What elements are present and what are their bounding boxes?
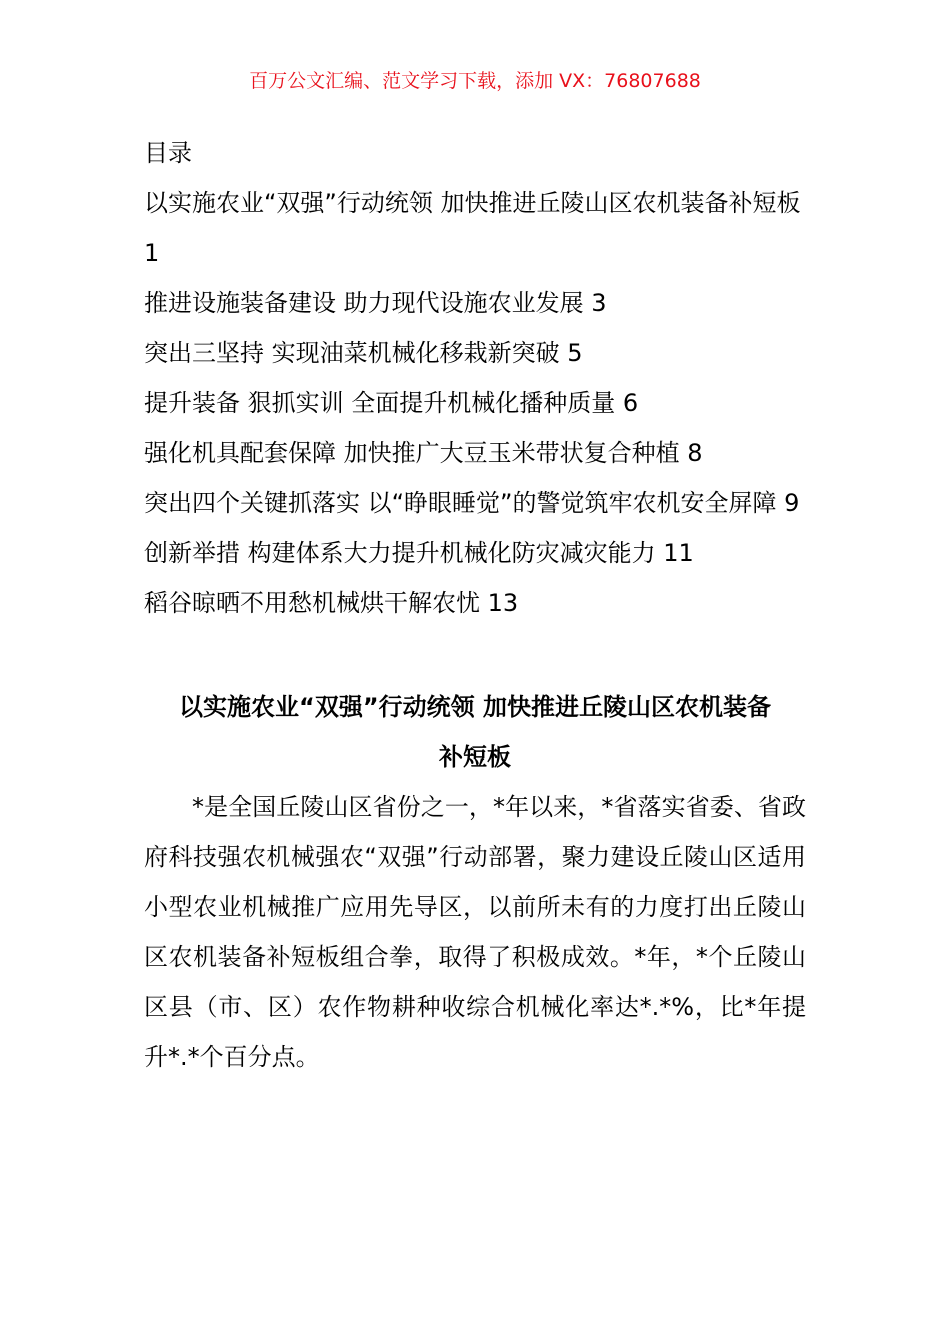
document-body xyxy=(144,128,806,1082)
toc-item: 突出三坚持 实现油菜机械化移栽新突破 5 xyxy=(144,339,583,367)
toc-item: 强化机具配套保障 加快推广大豆玉米带状复合种植 8 xyxy=(144,439,703,467)
toc-item: 提升装备 狠抓实训 全面提升机械化播种质量 6 xyxy=(144,389,639,417)
toc-list xyxy=(144,178,806,628)
body-paragraph: *是全国丘陵山区省份之一，*年以来，*省落实省委、省政府科技强农机械强农“双强”行动部署，聚力建设丘陵山区适用小型农业机械推广应用先导区，以前所未有的力度打出丘陵山区农机装备补短板组合拳，取得了积极成效。*年，*个丘陵山区县（市、区）农作物耕种收综合机械化率达*.*%，比*年提升*.*个百分点。 xyxy=(144,793,806,1071)
section-title xyxy=(144,682,806,782)
watermark-header: 百万公文汇编、范文学习下载，添加 VX：76807688 xyxy=(249,70,701,92)
toc-item: 推进设施装备建设 助力现代设施农业发展 3 xyxy=(144,289,607,317)
toc-title: 目录 xyxy=(144,139,192,167)
toc-item: 突出四个关键抓落实 以“睁眼睡觉”的警觉筑牢农机安全屏障 9 xyxy=(144,489,800,517)
section-title-line: 补短板 xyxy=(439,743,511,771)
toc-item: 创新举措 构建体系大力提升机械化防灾减灾能力 11 xyxy=(144,539,694,567)
toc-item: 稻谷晾晒不用愁机械烘干解农忧 13 xyxy=(144,589,519,617)
toc-item: 以实施农业“双强”行动统领 加快推进丘陵山区农机装备补短板 1 xyxy=(144,189,801,267)
section-title-line: 以实施农业“双强”行动统领 加快推进丘陵山区农机装备 xyxy=(179,693,771,721)
